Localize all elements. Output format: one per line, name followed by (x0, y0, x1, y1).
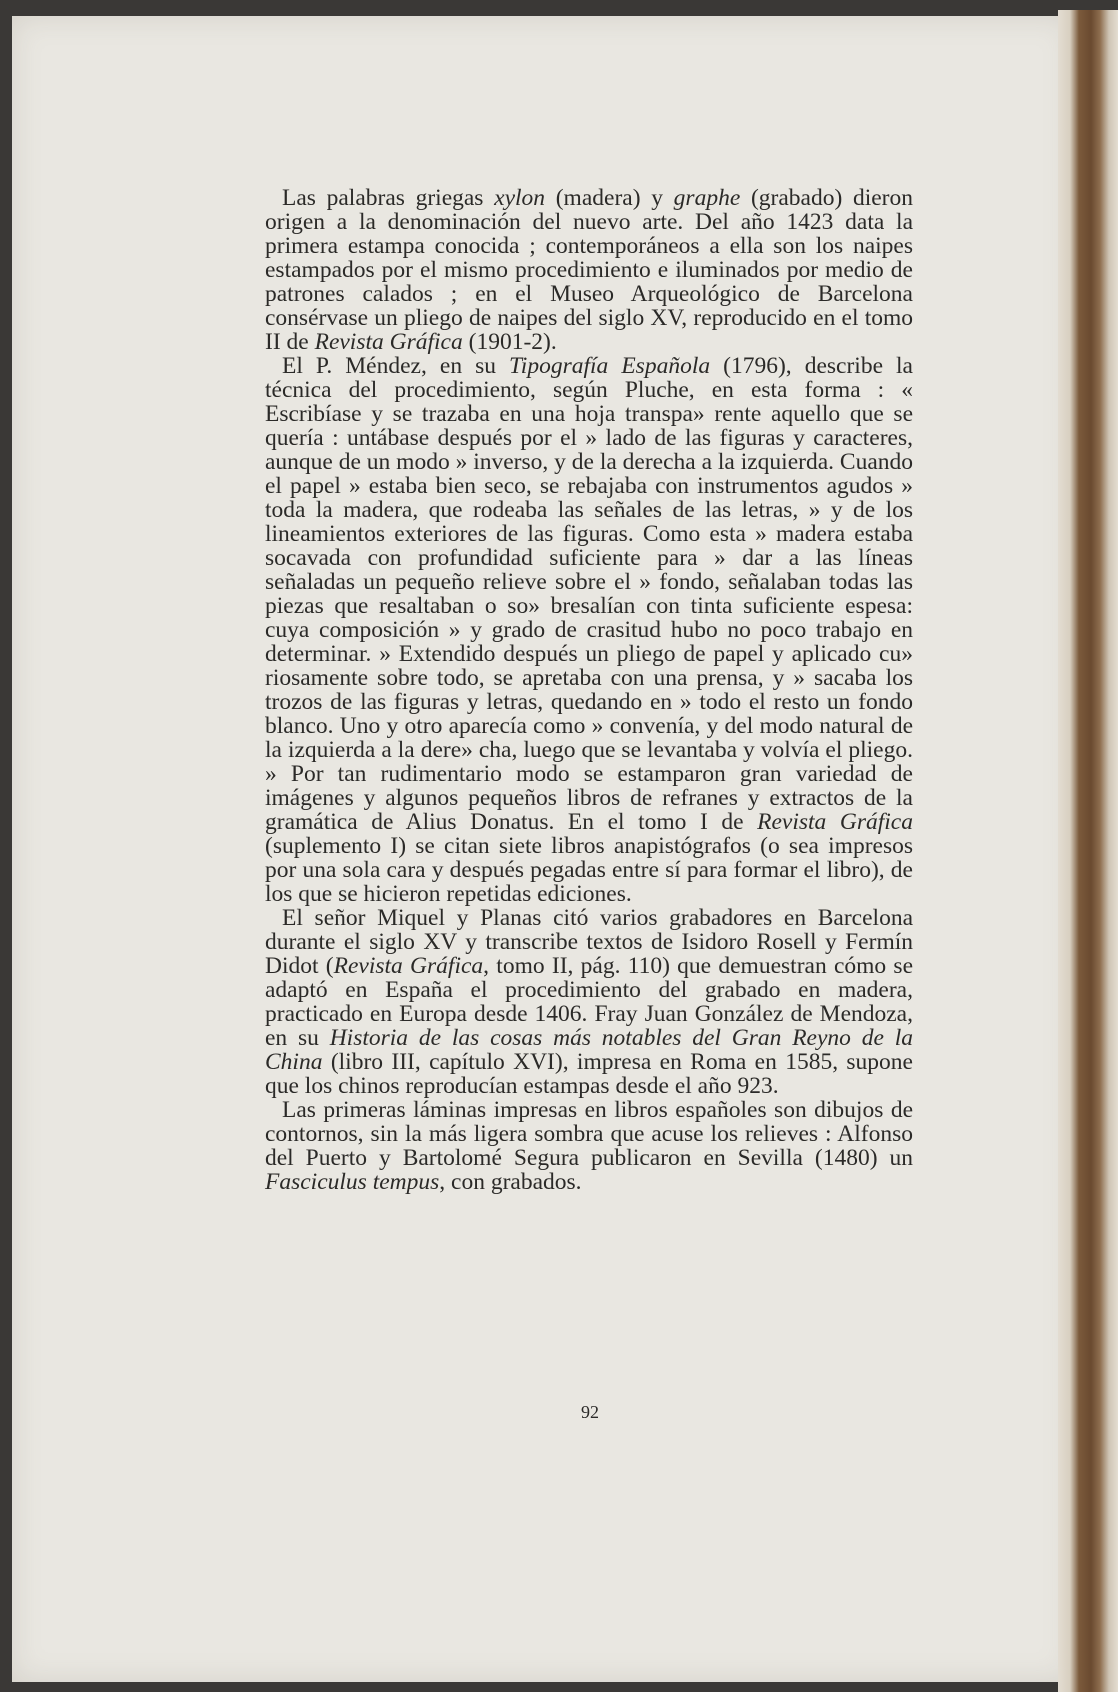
text-run: El P. Méndez, en su (282, 353, 510, 379)
text-run: (suplemento I) se citan siete libros anapistógrafos (o sea impresos por una sola cara y después pegadas entre sí para formar el libro), de los que se hicieron repetidas ediciones. (265, 833, 913, 907)
text-run: (libro III, capítulo XVI), impresa en Roma en 1585, supone que los chinos reproducían estampas desde el año 923. (265, 1049, 913, 1099)
text-run: , tomo II, pág. 110) que demuestran cómo se adaptó en España el procedimiento del grabado en madera, practicado en Europa desde 1406. Fray Juan González de Mendoza, en su (265, 953, 914, 1051)
paragraph (265, 354, 913, 906)
paragraph (265, 906, 913, 1098)
text-run: (1901-2). (462, 329, 557, 355)
page-binding-edge (1058, 10, 1118, 1692)
text-run: (1796), describe la técnica del procedimiento, según Pluche, en esta forma : « Escribíase y se trazaba en una hoja transpa» rente aquello que se quería : untábase después por el » lado de las figuras y caracteres, aunque de un modo » inverso, y de la derecha a la izquierda. Cuando el papel » estaba bien seco, se rebajaba con instrumentos agudos » toda la madera, que rodeaba las señales de las letras, » y de los lineamientos exteriores de las figuras. Como esta » madera estaba socavada con profundidad suficiente para » dar a las líneas señaladas un pequeño relieve sobre el » fondo, señalaban todas las piezas que resaltaban o so» bresalían con tinta suficiente espesa: cuya composición » y grado de crasitud hubo no poco trabajo en determinar. » Extendido después un pliego de papel y aplicado cu» riosamente sobre todo, se apretaba con una prensa, y » sacaba los trozos de las figuras y letras, quedando en » todo el resto un fondo blanco. Uno y otro aparecía como » convenía, y del modo natural de la izquierda a la dere» cha, luego que se levantaba y volvía el pliego. » Por tan rudimentario modo se estamparon gran variedad de imágenes y algunos pequeños libros de refranes y extractos de la gramática de Alius Donatus. En el tomo I de (265, 353, 913, 835)
italic-term: xylon (494, 185, 546, 211)
italic-title: Historia de las cosas más notables del Gran Reyno de la China (265, 1025, 913, 1075)
text-run: Las palabras griegas (282, 185, 495, 211)
italic-title: Revista Gráfica (333, 953, 484, 979)
paragraph (265, 186, 913, 354)
text-run: Las primeras láminas impresas en libros españoles son dibujos de contornos, sin la más ligera sombra que acuse los relieves : Alfonso del Puerto y Bartolomé Segura publicaron en Sevilla (1480) un (265, 1097, 913, 1171)
italic-title: Revista Gráfica (757, 809, 913, 835)
italic-term: graphe (673, 185, 741, 211)
text-run: El señor Miquel y Planas citó varios grabadores en Barcelona durante el siglo XV y transcribe textos de Isidoro Rosell y Fermín Didot ( (265, 905, 913, 979)
italic-title: Fasciculus tempus (265, 1169, 440, 1195)
body-text (265, 186, 913, 1194)
page-number: 92 (581, 1402, 599, 1422)
text-run: , con grabados. (439, 1169, 582, 1195)
italic-title: Revista Gráfica (314, 329, 463, 355)
text-run: (madera) y (545, 185, 674, 211)
italic-title: Tipografía Española (509, 353, 711, 379)
text-run: (grabado) dieron origen a la denominación del nuevo arte. Del año 1423 data la primera estampa conocida ; contemporáneos a ella son los naipes estampados por el mismo procedimiento e iluminados por medio de patrones calados ; en el Museo Arqueológico de Barcelona consérvase un pliego de naipes del siglo XV, reproducido en el tomo II de (265, 185, 913, 355)
paragraph (265, 1098, 913, 1194)
